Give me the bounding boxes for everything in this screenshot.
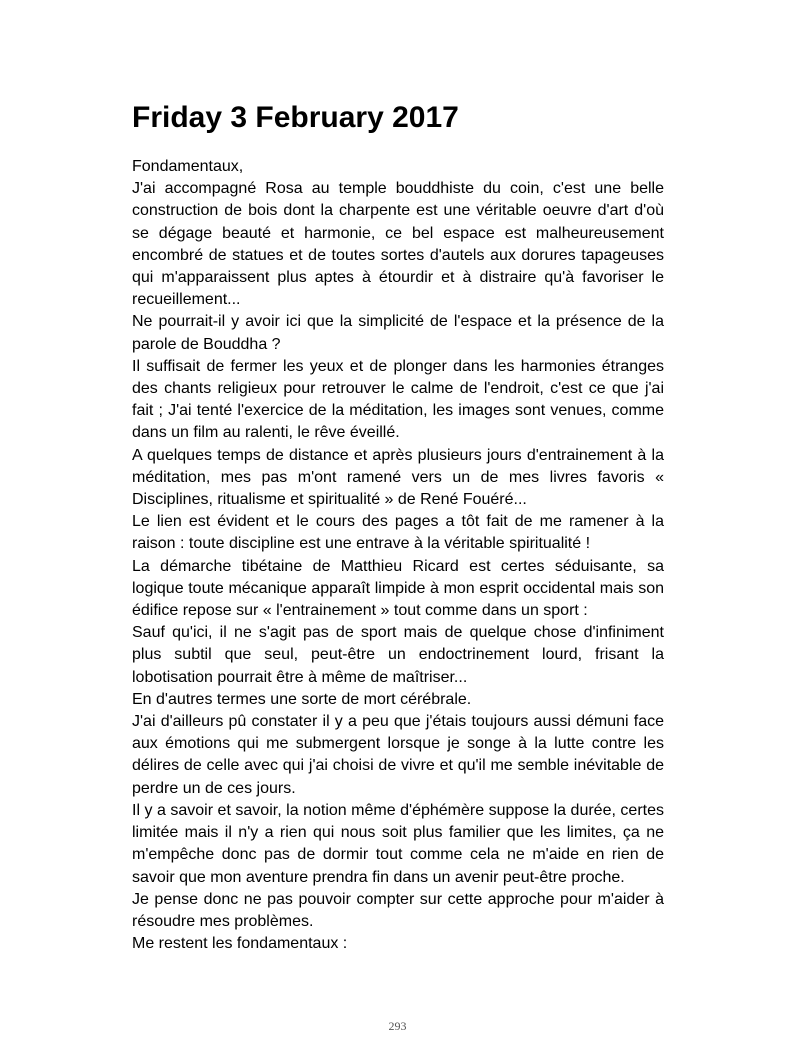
paragraph-discipline: Le lien est évident et le cours des pages a tôt fait de me ramener à la raison : toute discipline est une entrave à la véritable spiritualité ! bbox=[132, 513, 664, 553]
paragraph-brain-death: En d'autres termes une sorte de mort cérébrale. bbox=[132, 690, 472, 708]
paragraph-favorite-book: A quelques temps de distance et après plusieurs jours d'entrainement à la méditation, mes pas m'ont ramené vers un de mes livres favoris « Disciplines, ritualisme et spiritualité » de René Fouéré... bbox=[132, 446, 664, 509]
paragraph-meditation: Il suffisait de fermer les yeux et de plonger dans les harmonies étranges des chants religieux pour retrouver le calme de l'endroit, c'est ce que j'ai fait ; J'ai tenté l'exercice de la méditation, les images sont venues, comme dans un film au ralenti, le rêve éveillé. bbox=[132, 357, 664, 442]
page-number: 293 bbox=[388, 1019, 407, 1033]
paragraph-temple-visit: J'ai accompagné Rosa au temple bouddhiste du coin, c'est une belle construction de bois dont la charpente est une véritable oeuvre d'art d'où se dégage beauté et harmonie, ce bel espace est malheureusement encombré de statues et de toutes sortes d'autels aux dorures tapageuses qui m'apparaissent plus aptes à étourdir et à distraire qu'à favoriser le recueillement... bbox=[132, 180, 664, 309]
page-title: Friday 3 February 2017 bbox=[132, 101, 459, 134]
body-text bbox=[132, 156, 664, 955]
paragraph-emotions: J'ai d'ailleurs pû constater il y a peu que j'étais toujours aussi démuni face aux émotions qui me submergent lorsque je songe à la lutte contre les délires de celle avec qui j'ai choisi de vivre et qu'il me semble inévitable de perdre un de ces jours. bbox=[132, 713, 664, 797]
paragraph-simplicity-question: Ne pourrait-il y avoir ici que la simplicité de l'espace et la présence de la parole de Bouddha ? bbox=[132, 313, 664, 353]
paragraph-tibetan-approach: La démarche tibétaine de Matthieu Ricard est certes séduisante, sa logique toute mécanique apparaît limpide à mon esprit occidental mais son édifice repose sur « l'entrainement » tout comme dans un sport : bbox=[132, 557, 664, 620]
paragraph-salutation: Fondamentaux, bbox=[132, 158, 244, 175]
paragraph-fundamentals: Me restent les fondamentaux : bbox=[132, 935, 348, 953]
paragraph-subtle-thing: Sauf qu'ici, il ne s'agit pas de sport mais de quelque chose d'infiniment plus subtil que seul, peut-être un endoctrinement lourd, frisant la lobotisation pourrait être à même de maîtriser... bbox=[132, 624, 664, 686]
paragraph-conclusion: Je pense donc ne pas pouvoir compter sur cette approche pour m'aider à résoudre mes problèmes. bbox=[132, 890, 664, 930]
paragraph-knowing: Il y a savoir et savoir, la notion même d'éphémère suppose la durée, certes limitée mais il n'y a rien qui nous soit plus familier que les limites, ça ne m'empêche donc pas de dormir tout comme cela ne m'aide en rien de savoir que mon aventure prendra fin dans un avenir peut-être proche. bbox=[132, 801, 664, 886]
